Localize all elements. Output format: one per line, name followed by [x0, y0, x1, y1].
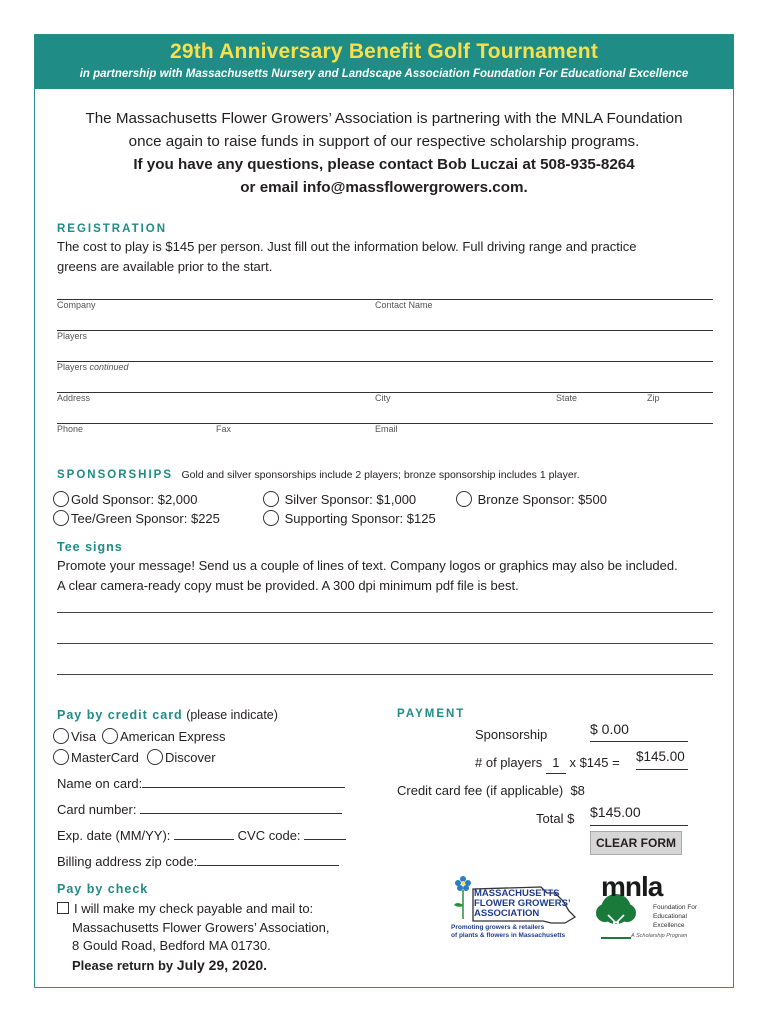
mnla-scholarship-text: A Scholarship Program: [631, 933, 688, 939]
contact-name-label: Contact Name: [375, 300, 433, 310]
check-line-1: I will make my check payable and mail to:: [74, 901, 314, 916]
cvc-label: CVC code:: [237, 828, 301, 843]
players-count-label: # of players: [475, 755, 543, 770]
amex-radio[interactable]: [102, 728, 118, 744]
tee-green-sponsor-radio[interactable]: [53, 510, 69, 526]
mfga-name: [474, 889, 571, 919]
billing-zip-field[interactable]: [197, 851, 339, 866]
tee-sign-line-3[interactable]: [57, 674, 713, 675]
mfga-name-line-1: MASSACHUSETTS: [474, 888, 560, 899]
bronze-sponsor-label: Bronze Sponsor: $500: [477, 492, 607, 507]
sponsorship-amount-field[interactable]: [590, 721, 688, 742]
clear-form-button[interactable]: CLEAR FORM: [590, 831, 682, 855]
card-number-label: Card number:: [57, 802, 137, 817]
mfga-tagline: [451, 924, 565, 940]
registration-text: [57, 237, 637, 277]
silver-sponsor-radio[interactable]: [263, 491, 279, 507]
mnla-line-3: Excellence: [653, 922, 685, 929]
credit-card-heading: Pay by credit card: [57, 708, 183, 722]
header-banner: [35, 35, 733, 89]
players-count-field[interactable]: [546, 753, 566, 774]
mfga-name-line-3: ASSOCIATION: [474, 908, 540, 919]
visa-option[interactable]: [53, 727, 96, 747]
tee-signs-text-line-1: Promote your message! Send us a couple of lines of text. Company logos or graphics may also be included.: [57, 558, 678, 573]
gold-sponsor-option[interactable]: [53, 490, 197, 510]
players-row: [475, 753, 620, 774]
players-price-label: x $145 =: [569, 755, 620, 770]
mastercard-radio[interactable]: [53, 749, 69, 765]
registration-heading: REGISTRATION: [57, 223, 168, 235]
address-label: Address: [57, 393, 91, 403]
phone-label: Phone: [57, 424, 84, 434]
city-label: City: [375, 393, 391, 403]
company-label: Company: [57, 300, 96, 310]
intro-email-line: or email info@massflowergrowers.com.: [240, 179, 528, 196]
sponsorships-header: [57, 465, 580, 483]
intro-text: [35, 107, 733, 199]
card-number-row: [57, 799, 342, 820]
email-label: Email: [375, 424, 398, 434]
mnla-line-1: Foundation For: [653, 904, 698, 911]
mastercard-option[interactable]: [53, 748, 139, 768]
supporting-sponsor-option[interactable]: [263, 509, 436, 529]
tee-sign-line-2[interactable]: [57, 643, 713, 644]
cc-fee-label: Credit card fee (if applicable): [397, 783, 564, 798]
sponsorships-note: Gold and silver sponsorships include 2 players; bronze sponsorship includes 1 player.: [181, 469, 580, 481]
players-continued-label-a: Players: [57, 362, 88, 372]
players-total-field[interactable]: [636, 749, 688, 770]
check-line-3: 8 Gould Road, Bedford MA 01730.: [72, 938, 271, 953]
exp-date-field[interactable]: [174, 825, 234, 840]
mfga-tagline-line-1: Promoting growers & retailers: [451, 924, 545, 931]
name-on-card-field[interactable]: [142, 773, 345, 788]
supporting-sponsor-radio[interactable]: [263, 510, 279, 526]
registration-text-line-1: The cost to play is $145 per person. Just fill out the information below. Full driving range and practice: [57, 239, 637, 254]
silver-sponsor-option[interactable]: [263, 490, 416, 510]
cc-fee-row: [397, 781, 585, 801]
bronze-sponsor-option[interactable]: [456, 490, 607, 510]
mfga-name-line-2: FLOWER GROWERS’: [474, 898, 571, 909]
tee-signs-heading: Tee signs: [57, 540, 123, 554]
cc-fee-value: $8: [570, 783, 585, 798]
return-by-prefix: Please return by: [72, 957, 174, 973]
credit-card-header: [57, 708, 278, 722]
tee-sign-line-1[interactable]: [57, 612, 713, 613]
billing-zip-row: [57, 851, 339, 872]
discover-label: Discover: [165, 750, 216, 765]
mastercard-label: MasterCard: [71, 750, 139, 765]
tee-signs-text-line-2: A clear camera-ready copy must be provided. A 300 dpi minimum pdf file is best.: [57, 578, 519, 593]
total-label: Total $: [536, 811, 575, 826]
exp-date-row: [57, 825, 346, 846]
players-label: Players: [57, 331, 88, 341]
total-field[interactable]: [590, 804, 688, 826]
return-by-date: July 29, 2020.: [176, 956, 268, 973]
state-label: State: [556, 393, 578, 403]
return-by-line: [57, 956, 329, 976]
gold-sponsor-radio[interactable]: [53, 491, 69, 507]
players-continued-field-line[interactable]: [57, 361, 713, 362]
intro-line-1: The Massachusetts Flower Growers’ Association is partnering with the MNLA Foundation: [85, 110, 683, 127]
fax-label: Fax: [216, 424, 232, 434]
sponsorship-amount-value: $ 0.00: [590, 721, 629, 737]
name-on-card-row: [57, 773, 345, 794]
amex-option[interactable]: [102, 727, 225, 747]
sponsorships-heading: SPONSORSHIPS: [57, 469, 174, 481]
payment-heading: PAYMENT: [397, 708, 466, 720]
registration-text-line-2: greens are available prior to the start.: [57, 259, 273, 274]
players-count-value: 1: [552, 755, 560, 770]
intro-contact-line: If you have any questions, please contact Bob Luczai at 508-935-8264: [133, 156, 635, 173]
check-line-2: Massachusetts Flower Growers’ Association,: [72, 919, 330, 935]
visa-radio[interactable]: [53, 728, 69, 744]
exp-date-label: Exp. date (MM/YY):: [57, 828, 171, 843]
supporting-sponsor-label: Supporting Sponsor: $125: [284, 511, 436, 526]
mnla-logo: [591, 873, 701, 945]
check-heading: Pay by check: [57, 882, 149, 896]
players-continued-label: [57, 362, 129, 372]
page-subtitle: in partnership with Massachusetts Nursery and Landscape Association Foundation For Educational Excellence: [79, 68, 689, 80]
tee-green-sponsor-label: Tee/Green Sponsor: $225: [71, 511, 220, 526]
name-on-card-label: Name on card:: [57, 776, 143, 791]
mfga-logo: [443, 871, 578, 943]
check-checkbox[interactable]: [57, 902, 69, 914]
credit-card-note: (please indicate): [186, 708, 278, 722]
intro-line-2: once again to raise funds in support of our respective scholarship programs.: [128, 133, 640, 150]
silver-sponsor-label: Silver Sponsor: $1,000: [284, 492, 417, 507]
tee-green-sponsor-option[interactable]: [53, 509, 220, 529]
page-title: 29th Anniversary Benefit Golf Tournament: [169, 40, 599, 63]
players-field-line[interactable]: [57, 330, 713, 331]
billing-zip-label: Billing address zip code:: [57, 854, 198, 869]
gold-sponsor-label: Gold Sponsor: $2,000: [71, 492, 198, 507]
cvc-field[interactable]: [304, 825, 346, 840]
tee-signs-text: [57, 556, 678, 596]
zip-label: Zip: [647, 393, 660, 403]
total-value: $145.00: [590, 804, 641, 820]
visa-label: Visa: [71, 729, 97, 744]
card-number-field[interactable]: [140, 799, 342, 814]
discover-radio[interactable]: [147, 749, 163, 765]
mnla-foundation-text: [653, 903, 697, 930]
players-total-value: $145.00: [636, 749, 685, 764]
form-frame: [34, 34, 734, 988]
discover-option[interactable]: [147, 748, 216, 768]
players-continued-label-b: continued: [89, 362, 129, 372]
amex-label: American Express: [120, 729, 226, 744]
bronze-sponsor-radio[interactable]: [456, 491, 472, 507]
mnla-wordmark: mnla: [601, 871, 663, 902]
check-instructions: [57, 900, 329, 975]
mnla-line-2: Educational: [653, 913, 687, 920]
sponsorship-label: Sponsorship: [475, 727, 548, 742]
mfga-tagline-line-2: of plants & flowers in Massachusetts: [451, 932, 566, 939]
